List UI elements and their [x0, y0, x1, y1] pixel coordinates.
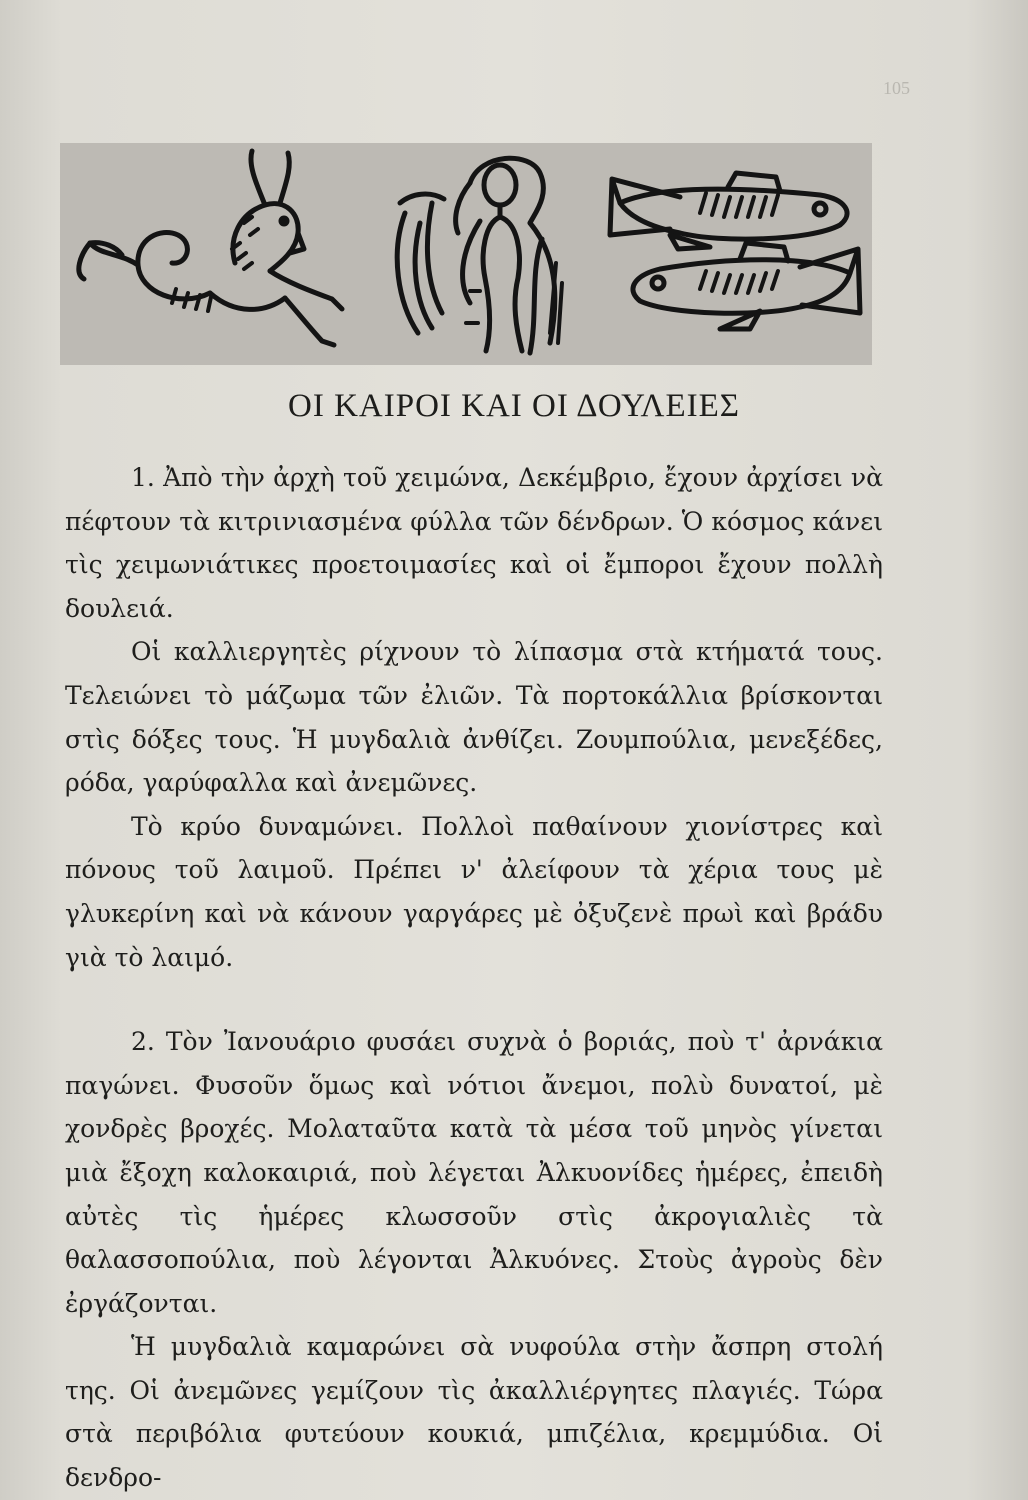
page-number: 105	[883, 78, 910, 98]
paragraph-5: Ἡ μυγδαλιὰ καμαρώνει σὰ νυφούλα στὴν ἄσπρη στολή της. Οἱ ἀνεμῶνες γεμίζουν τὶς ἀκαλλιέργητες πλαγιές. Τώρα στὰ περιβόλια φυτεύουν κουκιά, μπιζέλια, κρεμμύδια. Οἱ δενδρο-	[65, 1332, 883, 1493]
paragraph-2: Οἱ καλλιεργητὲς ρίχνουν τὸ λίπασμα στὰ κτήματά τους. Τελειώνει τὸ μάζωμα τῶν ἐλιῶν. Τὰ πορτοκάλλια βρίσκονται στὶς δόξες τους. Ἡ μυγδαλιὰ ἀνθίζει. Ζουμπούλια, μενεξέδες, ρόδα, γαρύφαλλα καὶ ἀνεμῶνες.	[65, 637, 883, 798]
pisces-figure	[610, 173, 860, 329]
capricorn-figure	[79, 151, 342, 345]
paragraph-1: 1. Ἀπὸ τὴν ἀρχὴ τοῦ χειμώνα, Δεκέμβριο, ἔχουν ἀρχίσει νὰ πέφτουν τὰ κιτρινιασμένα φύλλα τῶν δένδρων. Ὁ κόσμος κάνει τὶς χειμωνιάτικες προετοιμασίες καὶ οἱ ἔμποροι ἔχουν πολλὴ δουλειά.	[65, 463, 883, 623]
aquarius-figure	[397, 158, 562, 353]
zodiac-illustration	[60, 143, 872, 365]
body-text	[65, 456, 883, 1500]
paragraph-4: 2. Τὸν Ἰανουάριο φυσάει συχνὰ ὁ βοριάς, ποὺ τ' ἀρνάκια παγώνει. Φυσοῦν ὅμως καὶ νότιοι ἄνεμοι, πολὺ δυνατοί, μὲ χονδρὲς βροχές. Μολαταῦτα κατὰ τὰ μέσα τοῦ μηνὸς γίνεται μιὰ ἔξοχη καλοκαιριά, ποὺ λέγεται Ἀλκυονίδες ἡμέρες, ἐπειδὴ αὐτὲς τὶς ἡμέρες κλωσσοῦν στὶς ἀκρογιαλιὲς τὰ θαλασσοπούλια, ποὺ λέγονται Ἀλκυόνες. Στοὺς ἀγροὺς δὲν ἐργάζονται.	[65, 1027, 883, 1318]
chapter-title: ΟΙ ΚΑΙΡΟΙ ΚΑΙ ΟΙ ΔΟΥΛΕΙΕΣ	[288, 388, 740, 424]
paragraph-3: Τὸ κρύο δυναμώνει. Πολλοὶ παθαίνουν χιονίστρες καὶ πόνους τοῦ λαιμοῦ. Πρέπει ν' ἀλείφουν τὰ χέρια τους μὲ γλυκερίνη καὶ νὰ κάνουν γαργάρες μὲ ὀξυζενὲ πρωὶ καὶ βράδυ γιὰ τὸ λαιμό.	[65, 811, 883, 972]
